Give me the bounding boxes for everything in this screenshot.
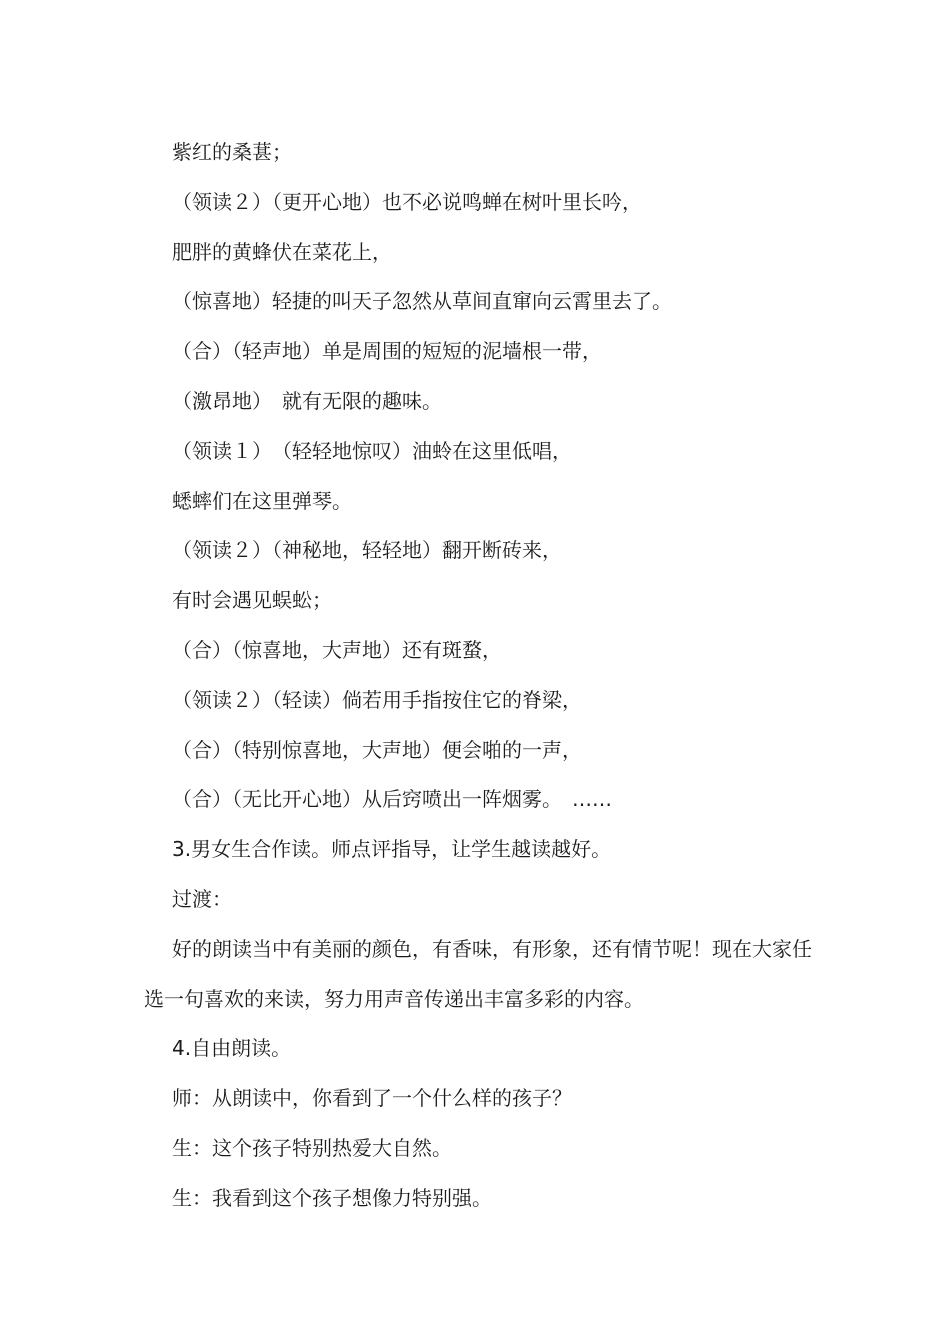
text-line: （合）（轻声地）单是周围的短短的泥墙根一带， — [172, 339, 602, 364]
text-line: 生：这个孩子特别热爱大自然。 — [172, 1135, 452, 1160]
text-line: （领读１） （轻轻地惊叹）油蛉在这里低唱， — [172, 438, 572, 463]
text-line: 4.自由朗读。 — [172, 1036, 292, 1061]
text-line: 有时会遇见蜈蚣； — [172, 588, 332, 613]
text-line: 蟋蟀们在这里弹琴。 — [172, 488, 352, 513]
text-line: 师：从朗读中，你看到了一个什么样的孩子？ — [172, 1086, 572, 1111]
text-line: （合）（惊喜地，大声地）还有斑蝥， — [172, 637, 502, 662]
text-line: 生：我看到这个孩子想像力特别强。 — [172, 1185, 492, 1210]
text-line: 肥胖的黄蜂伏在菜花上， — [172, 239, 392, 264]
text-line: 紫红的桑葚； — [172, 140, 292, 164]
text-line: （惊喜地）轻捷的叫天子忽然从草间直窜向云霄里去了。 — [172, 289, 672, 314]
text-line: （合）（无比开心地）从后窍喷出一阵烟雾。 …… — [172, 787, 612, 812]
text-line: （激昂地） 就有无限的趣味。 — [172, 388, 442, 413]
document-body — [144, 128, 814, 1224]
text-line: （领读２）（更开心地）也不必说鸣蝉在树叶里长吟， — [172, 189, 642, 214]
text-line: （合）（特别惊喜地，大声地）便会啪的一声， — [172, 737, 582, 762]
text-line: 过渡： — [172, 886, 232, 911]
text-line: 3.男女生合作读。师点评指导，让学生越读越好。 — [172, 837, 612, 862]
text-line: （领读２）（轻读）倘若用手指按住它的脊梁， — [172, 687, 582, 712]
text-line: （领读２）（神秘地，轻轻地）翻开断砖来， — [172, 538, 562, 563]
text-paragraph: 好的朗读当中有美丽的颜色，有香味，有形象，还有情节呢！现在大家任选一句喜欢的来读，努力用声音传递出丰富多彩的内容。 — [144, 936, 812, 1011]
